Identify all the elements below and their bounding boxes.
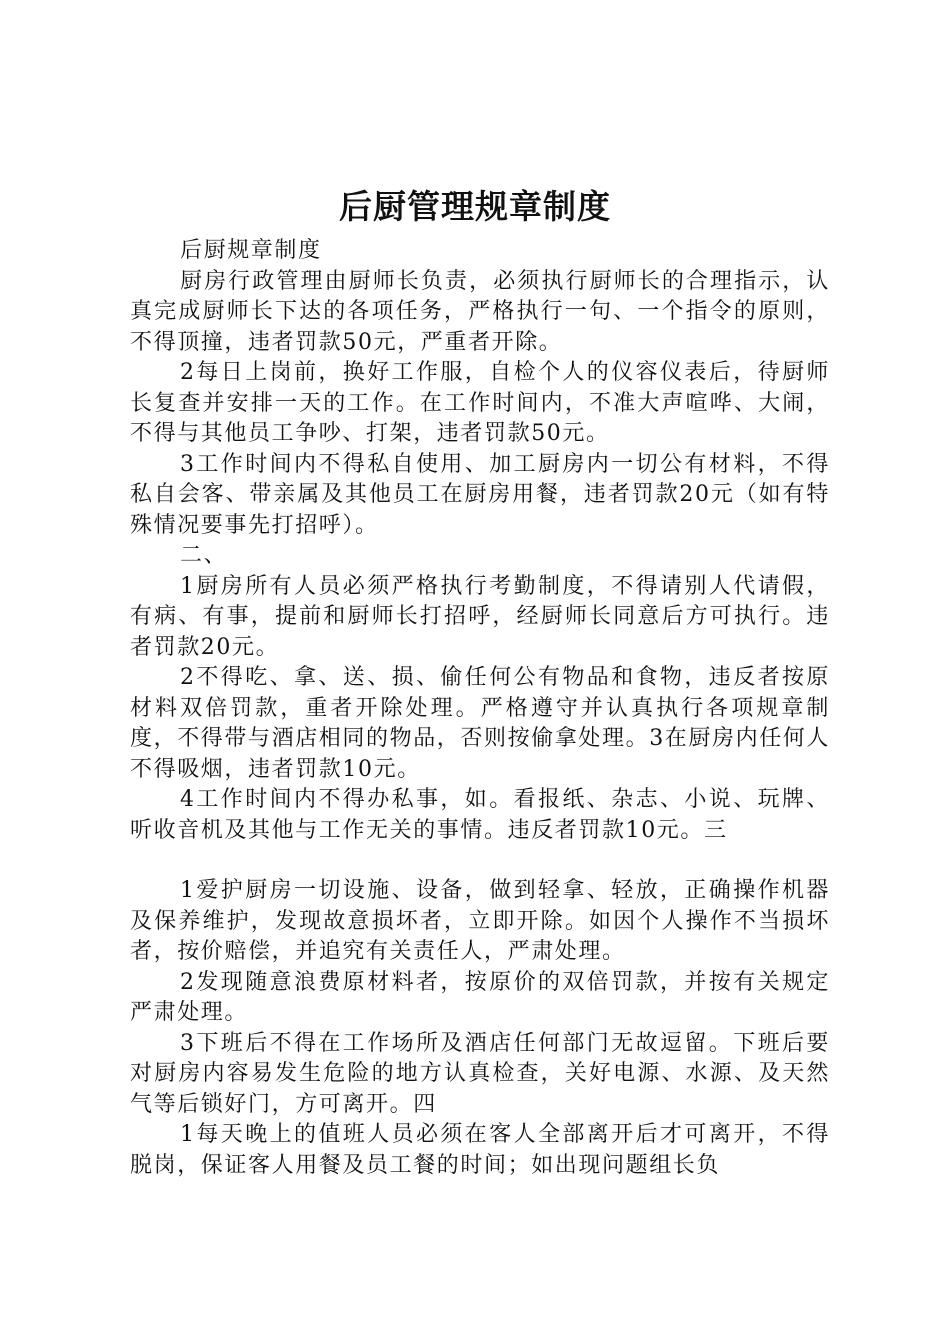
paragraph-heading: 后厨规章制度 [180, 238, 322, 263]
paragraph: 1每天晚上的值班人员必须在客人全部离开后才可离开，不得脱岗，保证客人用餐及员工餐的时间；如出现问题组长负 [130, 1122, 830, 1178]
document-body [130, 236, 830, 1181]
paragraph: 2每日上岗前，换好工作服，自检个人的仪容仪表后，待厨师长复查并安排一天的工作。在工作时间内，不准大声喧哗、大闹，不得与其他员工争吵、打架，违者罚款50元。 [130, 360, 830, 446]
document-title: 后厨管理规章制度 [339, 187, 611, 226]
section-heading: 二、 [180, 543, 228, 568]
paragraph: 厨房行政管理由厨师长负责，必须执行厨师长的合理指示，认真完成厨师长下达的各项任务，严格执行一句、一个指令的原则，不得顶撞，违者罚款50元，严重者开除。 [130, 268, 830, 355]
paragraph: 2不得吃、拿、送、损、偷任何公有物品和食物，违反者按原材料双倍罚款，重者开除处理。严格遵守并认真执行各项规章制度，不得带与酒店相同的物品，否则按偷拿处理。3在厨房内任何人不得吸烟，违者罚款10元。 [130, 665, 830, 782]
paragraph: 3工作时间内不得私自使用、加工厨房内一切公有材料，不得私自会客、带亲属及其他员工在厨房用餐，违者罚款20元（如有特殊情况要事先打招呼）。 [130, 451, 830, 538]
blank-line [130, 846, 830, 876]
paragraph: 2发现随意浪费原材料者，按原价的双倍罚款，并按有关规定严肃处理。 [130, 969, 830, 1025]
paragraph: 1厨房所有人员必须严格执行考勤制度，不得请别人代请假，有病、有事，提前和厨师长打招呼，经厨师长同意后方可执行。违者罚款20元。 [130, 573, 830, 660]
paragraph: 3下班后不得在工作场所及酒店任何部门无故逗留。下班后要对厨房内容易发生危险的地方认真检查，关好电源、水源、及天然气等后锁好门，方可离开。四 [130, 1030, 830, 1117]
paragraph: 4工作时间内不得办私事，如。看报纸、杂志、小说、玩牌、听收音机及其他与工作无关的事情。违反者罚款10元。三 [130, 787, 830, 843]
paragraph: 1爱护厨房一切设施、设备，做到轻拿、轻放，正确操作机器及保养维护，发现故意损坏者，立即开除。如因个人操作不当损坏者，按价赔偿，并追究有关责任人，严肃处理。 [130, 878, 830, 964]
